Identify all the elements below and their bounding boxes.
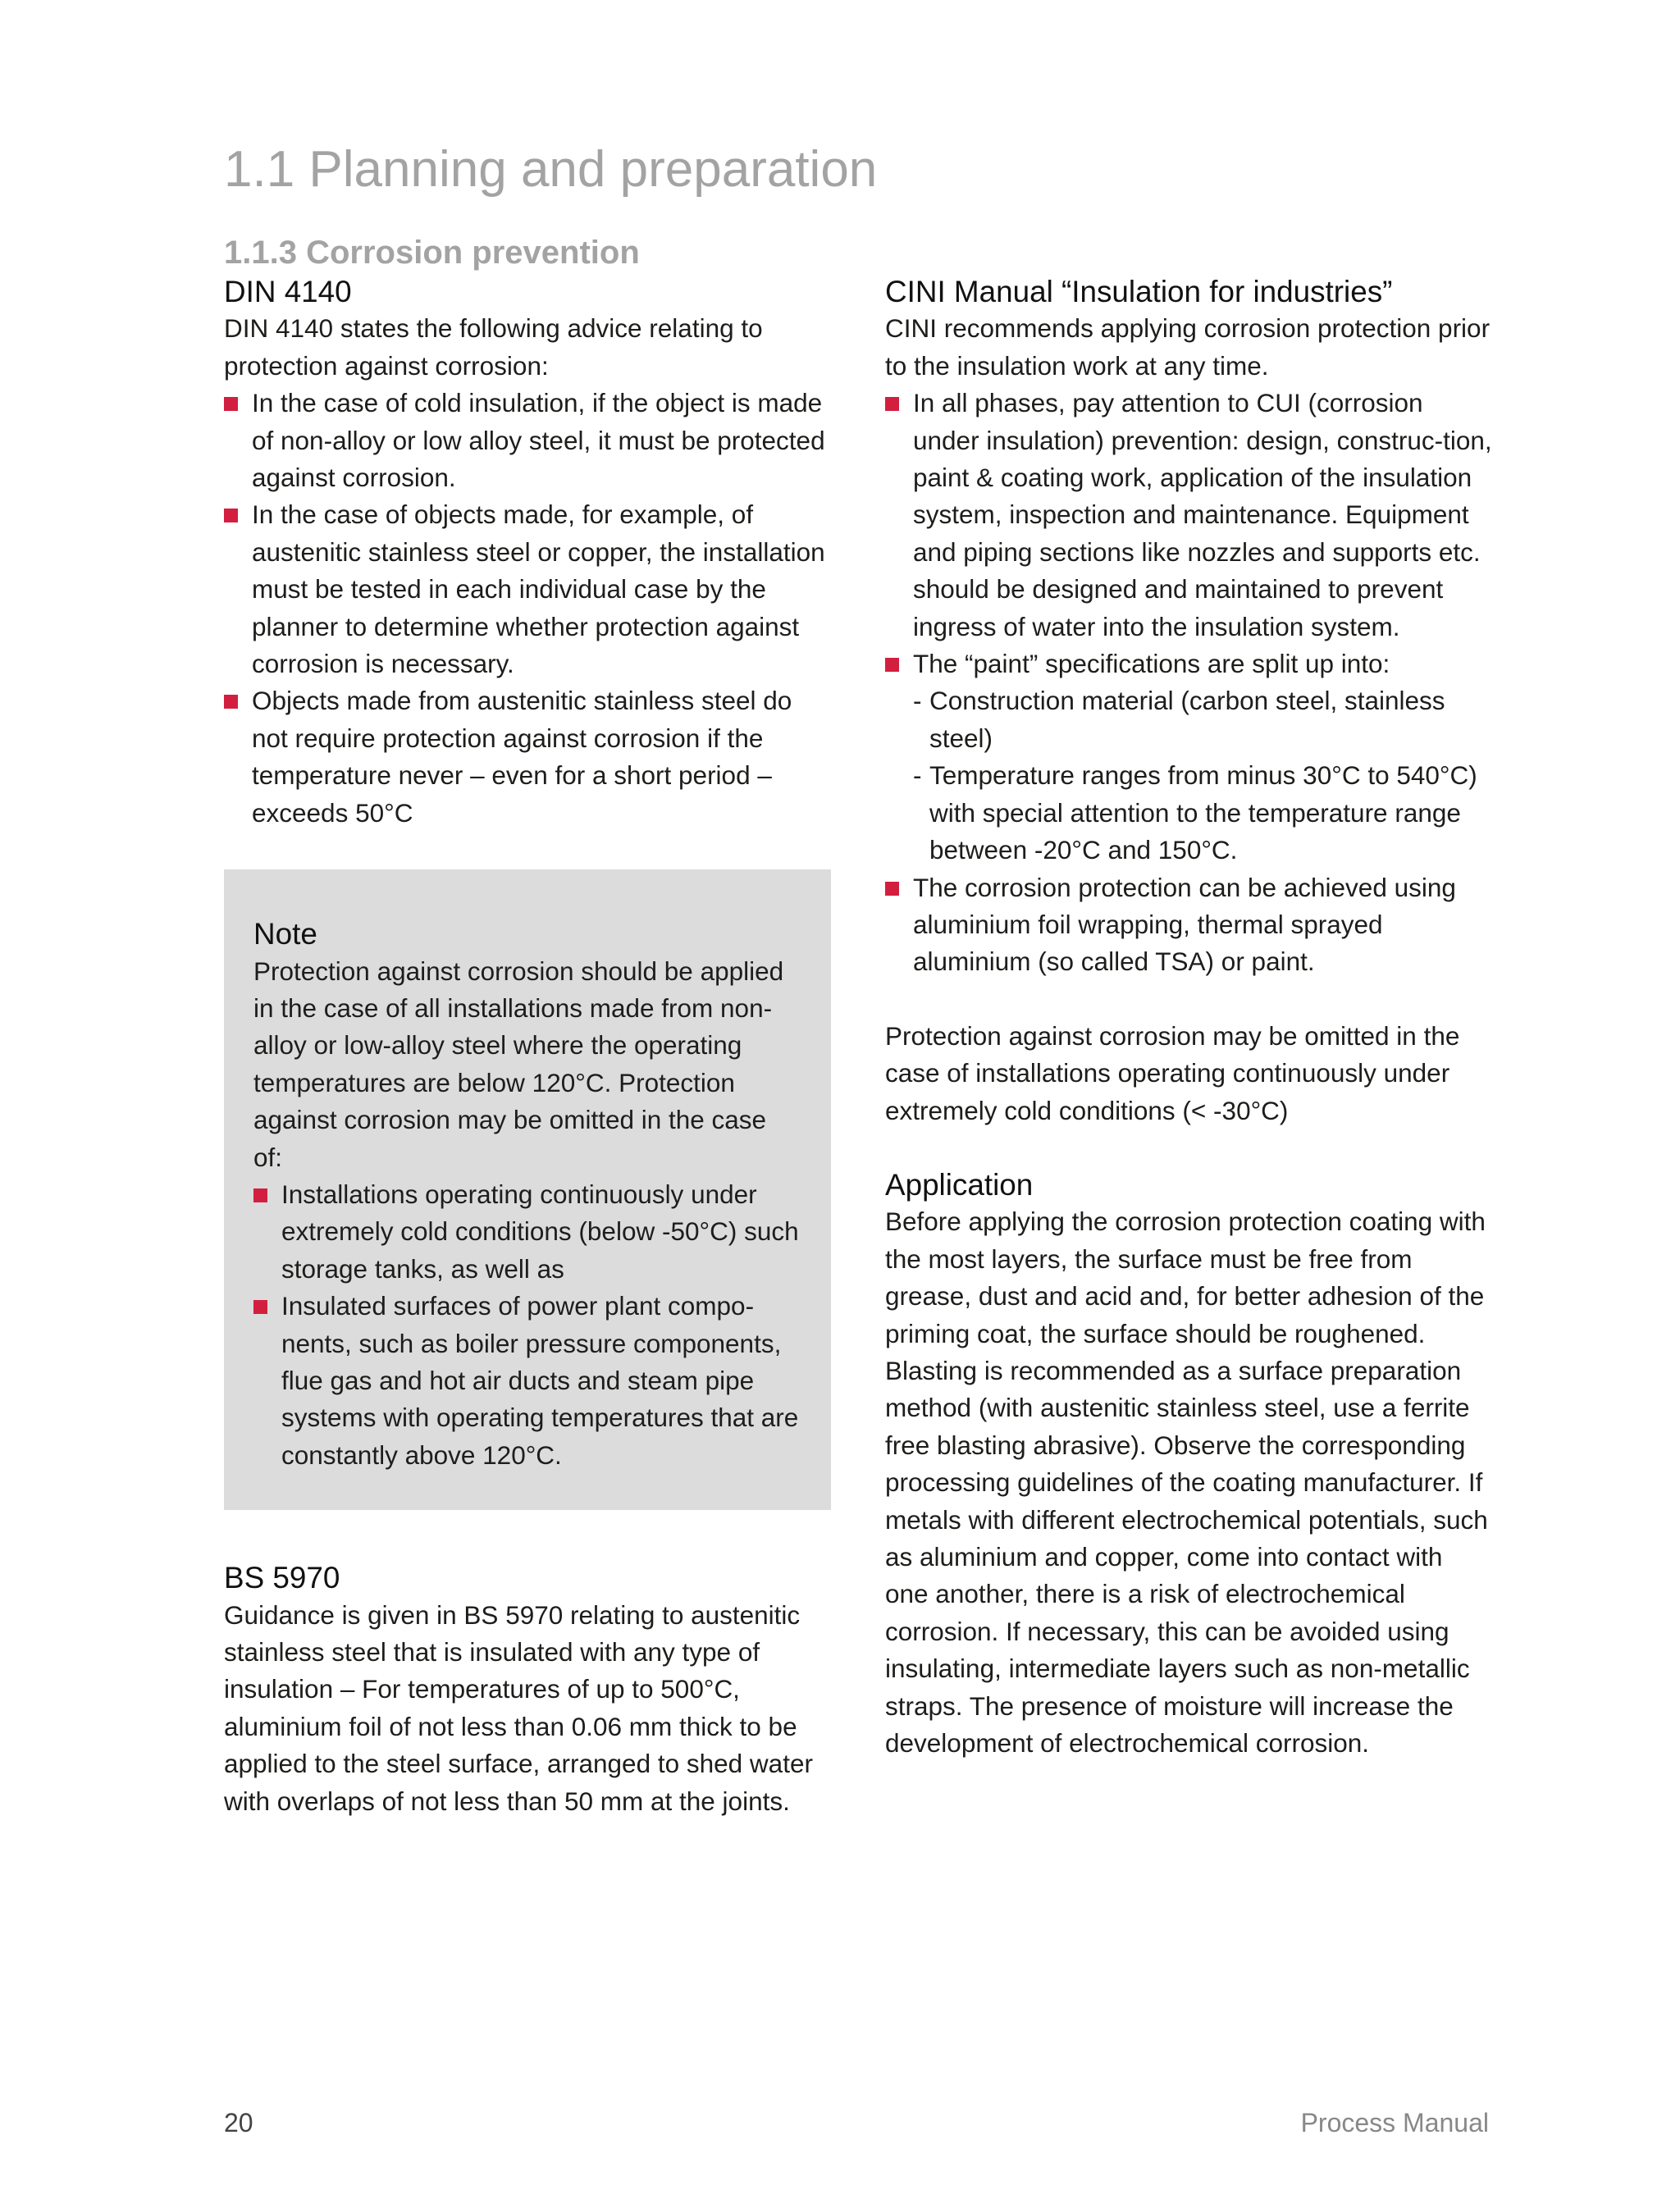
list-item: [885, 646, 1492, 869]
list-item: [885, 385, 1492, 646]
bullet-text: Objects made from austenitic stainless steel do not require protection against corrosion if the temperature never – even for a short period – exceeds 50°C: [252, 686, 792, 828]
bullet-square-icon: [224, 509, 238, 522]
dash-text: Construction material (carbon steel, stainless steel): [929, 686, 1445, 753]
list-item: [224, 682, 831, 832]
dash-item: - Temperature ranges from minus 30°C to 540°C) with special attention to the temperature range between -20°C and 150°C.: [913, 760, 1477, 865]
footer-doc-title: Process Manual: [1300, 2108, 1489, 2137]
bullet-square-icon: [253, 1300, 267, 1314]
bullet-text: In the case of objects made, for example, of austenitic stainless steel or copper, the installation must be tested in each individual case by the planner to determine whether protection against corrosion is necessary.: [252, 500, 825, 679]
bullet-text: The corrosion protection can be achieved using aluminium foil wrapping, thermal sprayed aluminium (so called TSA) or paint.: [913, 872, 1456, 977]
bs-heading: BS 5970: [224, 1561, 340, 1595]
dash-item: - Construction material (carbon steel, stainless steel): [913, 686, 1445, 753]
bullet-text: Installations operating continuously under extremely cold conditions (below -50°C) such storage tanks, as well as: [281, 1179, 799, 1284]
din-bullet-list: [224, 385, 831, 832]
right-column: [885, 273, 1492, 1762]
bullet-text: In the case of cold insulation, if the object is made of non-alloy or low alloy steel, it must be protected against corrosion.: [252, 388, 825, 493]
note-heading: Note: [253, 917, 317, 951]
bullet-square-icon: [885, 658, 899, 672]
application-heading: Application: [885, 1167, 1034, 1202]
din-heading: DIN 4140: [224, 275, 352, 308]
bullet-text: Insulated surfaces of power plant compo-nents, such as boiler pressure components, flue gas and hot air ducts and steam pipe systems with operating temperatures that are constantly above 120°C.: [281, 1291, 799, 1470]
list-item: [885, 869, 1492, 981]
cini-heading: CINI Manual “Insulation for industries”: [885, 275, 1393, 308]
bullet-square-icon: [224, 695, 238, 709]
cini-omitted-text: Protection against corrosion may be omitted in the case of installations operating continuously under extremely cold conditions (< -30°C): [885, 1020, 1460, 1125]
cini-intro: CINI recommends applying corrosion protection prior to the insulation work at any time.: [885, 313, 1491, 381]
page-number: 20: [224, 2108, 253, 2137]
bullet-text: The “paint” specifications are split up into:: [913, 649, 1390, 679]
bs-text: Guidance is given in BS 5970 relating to austenitic stainless steel that is insulated with any type of insulation – For temperatures of up to 500°C, aluminium foil of not less than 0.06 mm thick to be applied to the steel surface, arranged to shed water with overlaps of not less than 50 mm at the joints.: [224, 1599, 813, 1816]
bullet-square-icon: [253, 1188, 267, 1202]
application-text: Before applying the corrosion protection coating with the most layers, the surface must be free from grease, dust and acid and, for better adhesion of the priming coat, the surface should be roughened. Blasting is recommended as a surface preparation method (with austenitic stainless steel, use a ferrite free blasting abrasive). Observe the corresponding processing guidelines of the coating manufacturer. If metals with different electrochemical potentials, such as aluminium and copper, come into contact with one another, there is a risk of electrochemical corrosion. If necessary, this can be avoided using insulating, intermediate layers such as non-metallic straps. The presence of moisture will increase the development of electrochemical corrosion.: [885, 1207, 1488, 1759]
list-item: [253, 1288, 801, 1474]
note-text: Protection against corrosion should be applied in the case of all installations made from non-alloy or low-alloy steel where the operating temperatures are below 120°C. Protection against corrosion may be omitted in the case of:: [253, 956, 784, 1172]
note-bullet-list: [253, 1176, 801, 1474]
bullet-text: In all phases, pay attention to CUI (corrosion under insulation) prevention: design, construc-tion, paint & coating work, application of the insulation system, inspection and maintenance. Equipment and piping sections like nozzles and supports etc. should be designed and maintained to prevent ingress of water into the insulation system.: [913, 388, 1492, 641]
dash-text: Temperature ranges from minus 30°C to 540°C) with special attention to the temperature range between -20°C and 150°C.: [929, 760, 1477, 865]
bullet-square-icon: [885, 397, 899, 411]
list-item: [224, 496, 831, 682]
list-item: [224, 385, 831, 496]
cini-bullet-list: [885, 385, 1492, 981]
note-box: [224, 869, 831, 1510]
section-title: 1.1.3 Corrosion prevention: [224, 235, 640, 271]
left-column: [224, 273, 831, 1820]
bullet-square-icon: [224, 397, 238, 411]
page-title: 1.1 Planning and preparation: [224, 141, 878, 198]
list-item: [253, 1176, 801, 1288]
bullet-square-icon: [885, 882, 899, 896]
din-intro: DIN 4140 states the following advice relating to protection against corrosion:: [224, 313, 763, 381]
